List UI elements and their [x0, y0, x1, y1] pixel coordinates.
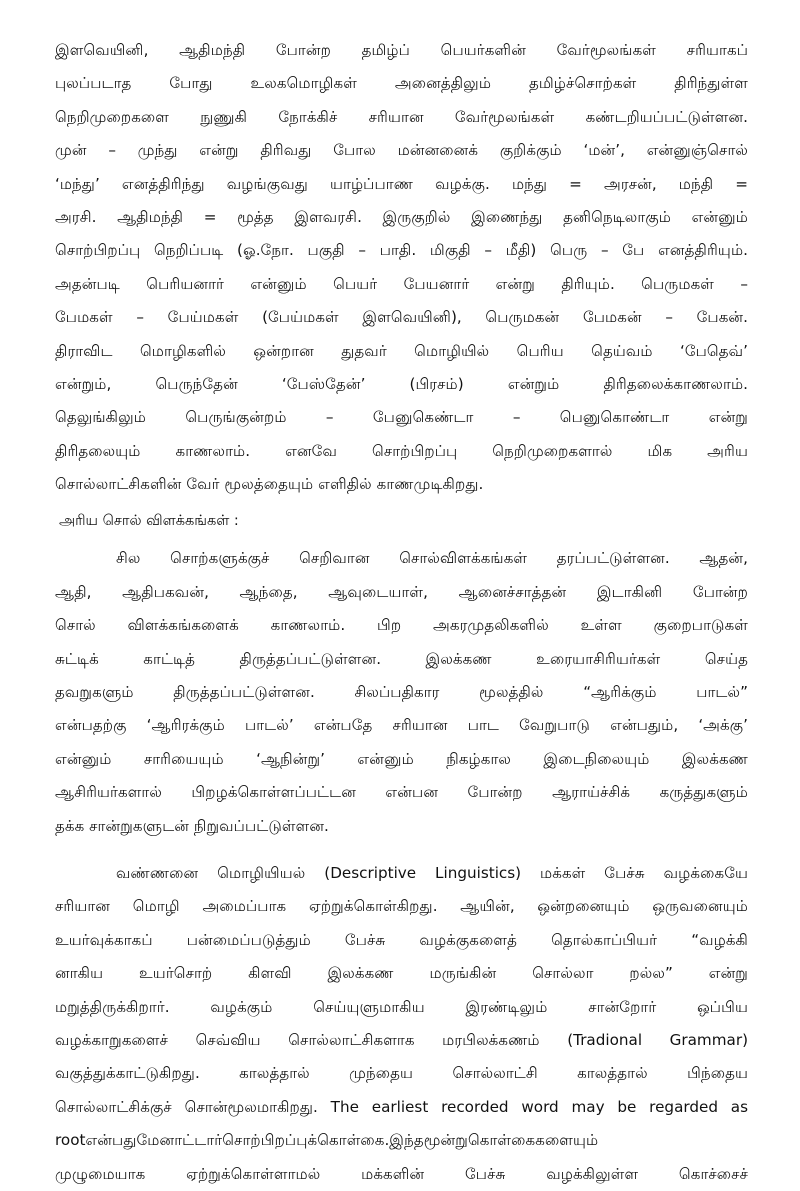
text-line: தக்க சான்றுகளுடன் நிறுவப்பட்டுள்ளன. — [55, 816, 329, 835]
text-line: உயர்வுக்காகப் பன்மைப்படுத்தும் பேச்சு வழக்குகளைத் தொல்காப்பியர் “வழக்கி — [55, 930, 748, 949]
text-line: வகுத்துக்காட்டுகிறது. காலத்தால் முந்தைய சொல்லாட்சி காலத்தால் பிந்தைய — [55, 1064, 748, 1083]
document-page — [55, 34, 748, 1191]
text-line: இளவெயினி, ஆதிமந்தி போன்ற தமிழ்ப் பெயர்களின் வேர்மூலங்கள் சரியாகப் — [55, 41, 748, 59]
text-line: முழுமையாக ஏற்றுக்கொள்ளாமல் மக்களின் பேச்சு வழக்கிலுள்ள கொச்சைச் — [55, 1164, 748, 1183]
text-line: புலப்படாத போது உலகமொழிகள் அனைத்திலும் தமிழ்ச்சொற்கள் திரிந்துள்ள — [55, 74, 748, 93]
text-line: தெலுங்கிலும் பெருங்குன்றம் – பேனுகெண்டா – பெனுகொண்டா என்று — [55, 408, 748, 427]
text-line: னாகிய உயர்சொற் கிளவி இலக்கண மருங்கின் சொல்லா றல்ல” என்று — [55, 964, 748, 983]
text-line: ஆதி, ஆதிபகவன், ஆந்தை, ஆவுடையாள், ஆனைச்சாத்தன் இடாகினி போன்ற — [55, 582, 748, 601]
section-heading: அரிய சொல் விளக்கங்கள் : — [59, 513, 239, 530]
text-line: வண்ணனை மொழியியல் (Descriptive Linguistics) மக்கள் பேச்சு வழக்கையே — [116, 863, 748, 882]
text-line: சுட்டிக் காட்டித் திருத்தப்பட்டுள்ளன. இலக்கண உரையாசிரியர்கள் செய்த — [55, 649, 748, 668]
text-line: வழக்காறுகளைச் செவ்விய சொல்லாட்சிகளாக மரபிலக்கணம் (Tradional Grammar) — [55, 1030, 748, 1049]
text-line: என்றும், பெருந்தேன் ‘பேஸ்தேன்’ (பிரசம்) என்றும் திரிதலைக்காணலாம். — [55, 374, 748, 393]
text-line: சொல்லாட்சிகளின் வேர் மூலத்தையும் எளிதில் காணமுடிகிறது. — [55, 475, 484, 494]
text-line: சொல்லாட்சிக்குச் சொன்மூலமாகிறது. The earliest recorded word may be regarded as — [55, 1097, 748, 1116]
paragraph-3 — [55, 857, 748, 1191]
text-line: அதன்படி பெரியனார் என்னும் பெயர் பேயனார் என்று திரியும். பெருமகள் – — [55, 274, 748, 293]
text-line: பேமகள் – பேய்மகள் (பேய்மகள் இளவெயினி), பெருமகன் பேமகன் – பேகன். — [55, 308, 748, 327]
paragraph-2 — [55, 542, 748, 843]
text-line: திரிதலையும் காணலாம். எனவே சொற்பிறப்பு நெறிமுறைகளால் மிக அரிய — [55, 441, 748, 460]
text-line: சில சொற்களுக்குச் செறிவான சொல்விளக்கங்கள் தரப்பட்டுள்ளன. ஆதன், — [116, 549, 748, 568]
text-line: மறுத்திருக்கிறார். வழக்கும் செய்யுளுமாகிய இரண்டிலும் சான்றோர் ஒப்பிய — [55, 997, 748, 1016]
text-line: சரியான மொழி அமைப்பாக ஏற்றுக்கொள்கிறது. ஆயின், ஒன்றனையும் ஒருவனையும் — [55, 897, 748, 916]
text-line: நெறிமுறைகளை நுணுகி நோக்கிச் சரியான வேர்மூலங்கள் கண்டறியப்பட்டுள்ளன. — [55, 107, 748, 126]
paragraph-1 — [55, 34, 748, 501]
text-line: சொல் விளக்கங்களைக் காணலாம். பிற அகரமுதலிகளில் உள்ள குறைபாடுகள் — [55, 616, 748, 635]
text-line: rootஎன்பதுமேனாட்டார்சொற்பிறப்புக்கொள்கை.இந்தமூன்றுகொள்கைகளையும் — [55, 1131, 599, 1150]
text-line: என்னும் சாரியையும் ‘ஆநின்று’ என்னும் நிகழ்கால இடைநிலையும் இலக்கண — [55, 749, 748, 768]
text-line: அரசி. ஆதிமந்தி = மூத்த இளவரசி. இருகுறில் இணைந்து தனிநெடிலாகும் என்னும் — [55, 207, 748, 226]
text-line: என்பதற்கு ‘ஆரிரக்கும் பாடல்’ என்பதே சரியான பாட வேறுபாடு என்பதும், ‘அக்கு’ — [55, 716, 748, 735]
text-line: தவறுகளும் திருத்தப்பட்டுள்ளன. சிலப்பதிகார மூலத்தில் “ஆரிக்கும் பாடல்” — [55, 683, 748, 702]
text-line: திராவிட மொழிகளில் ஒன்றான துதவர் மொழியில் பெரிய தெய்வம் ‘பேதெவ்’ — [55, 341, 748, 360]
text-line: ஆசிரியர்களால் பிறழக்கொள்ளப்பட்டன என்பன போன்ற ஆராய்ச்சிக் கருத்துகளும் — [55, 783, 748, 802]
text-line: சொற்பிறப்பு நெறிப்படி (ஓ.நோ. பகுதி – பாதி. மிகுதி – மீதி) பெரு – பே எனத்திரியும். — [55, 241, 748, 260]
text-line: ‘மந்து’ எனத்திரிந்து வழங்குவது யாழ்ப்பாண வழக்கு. மந்து = அரசன், மந்தி = — [55, 174, 748, 193]
paragraph-gap — [55, 843, 748, 857]
text-line: முன் – முந்து என்று திரிவது போல மன்னனைக் குறிக்கும் ‘மன்’, என்னுஞ்சொல் — [55, 141, 748, 160]
